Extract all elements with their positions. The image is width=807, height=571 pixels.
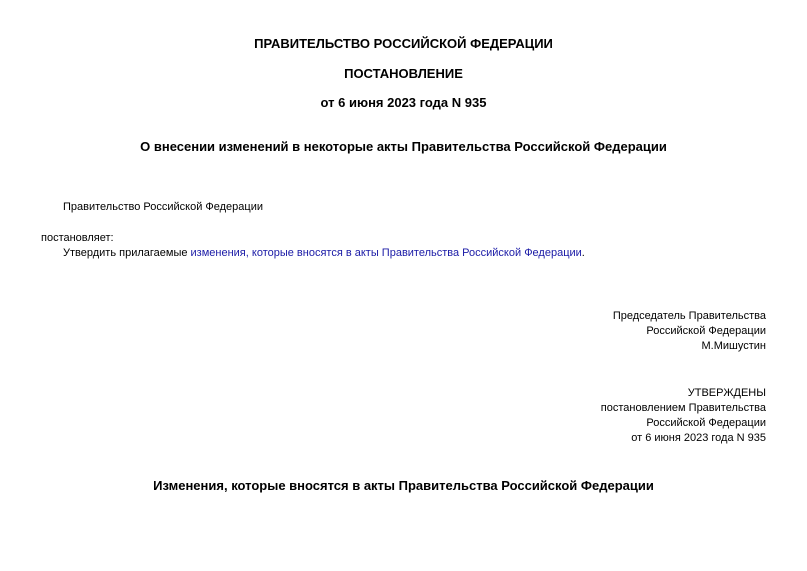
approved-label: УТВЕРЖДЕНЫ bbox=[687, 387, 766, 399]
approve-paragraph bbox=[63, 247, 585, 259]
document-title: О внесении изменений в некоторые акты Правительства Российской Федерации bbox=[140, 139, 667, 154]
approved-line3: от 6 июня 2023 года N 935 bbox=[631, 432, 766, 444]
issuer: Правительство Российской Федерации bbox=[63, 201, 263, 213]
signature-name: М.Мишустин bbox=[701, 340, 766, 352]
annex-title: Изменения, которые вносятся в акты Правительства Российской Федерации bbox=[153, 478, 654, 493]
document-date-number: от 6 июня 2023 года N 935 bbox=[320, 95, 487, 110]
document-type: ПОСТАНОВЛЕНИЕ bbox=[344, 66, 463, 81]
approved-line2: Российской Федерации bbox=[646, 417, 766, 429]
approve-suffix: . bbox=[581, 247, 585, 259]
changes-link[interactable]: изменения, которые вносятся в акты Правительства Российской Федерации bbox=[190, 247, 582, 259]
signature-position-line2: Российской Федерации bbox=[646, 325, 766, 337]
signature-position-line1: Председатель Правительства bbox=[612, 310, 766, 322]
resolves-text: постановляет: bbox=[41, 232, 114, 244]
government-heading: ПРАВИТЕЛЬСТВО РОССИЙСКОЙ ФЕДЕРАЦИИ bbox=[254, 36, 553, 51]
approve-prefix: Утвердить прилагаемые bbox=[63, 247, 191, 259]
approved-line1: постановлением Правительства bbox=[600, 402, 766, 414]
